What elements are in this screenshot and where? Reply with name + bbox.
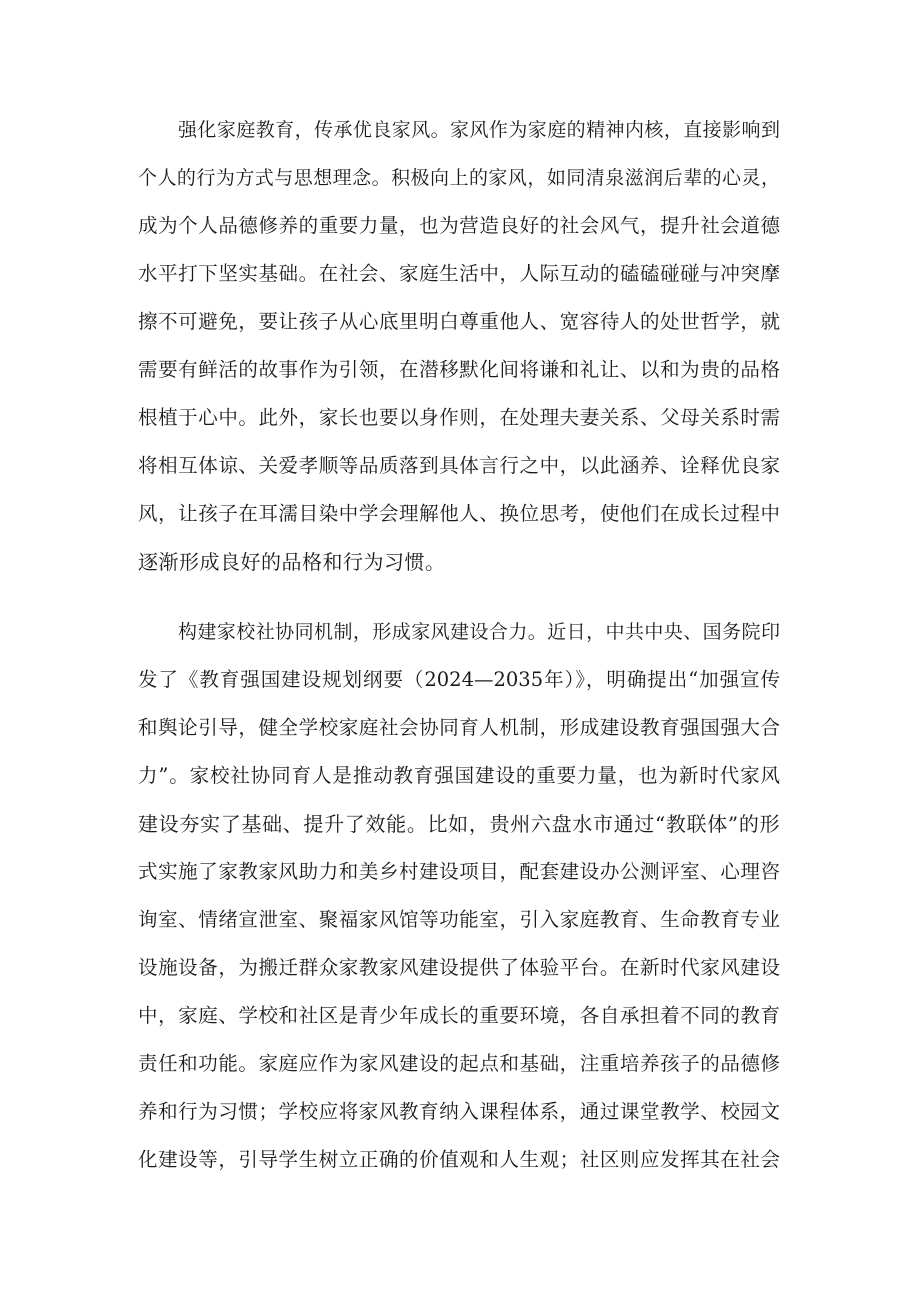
text-line: 力”。家校社协同育人是推动教育强国建设的重要力量，也为新时代家风 xyxy=(138,764,780,787)
text-line: 中，家庭、学校和社区是青少年成长的重要环境，各自承担着不同的教育 xyxy=(138,1004,780,1027)
text-line: 化建设等，引导学生树立正确的价值观和人生观；社区则应发挥其在社会 xyxy=(138,1148,780,1171)
text-line: 水平打下坚实基础。在社会、家庭生活中，人际互动的磕磕碰碰与冲突摩 xyxy=(138,262,780,285)
text-line: 需要有鲜活的故事作为引领，在潜移默化间将谦和礼让、以和为贵的品格 xyxy=(138,358,780,381)
text-line: 发了《教育强国建设规划纲要（2024—2035年）》，明确提出“加强宣传 xyxy=(138,668,780,691)
text-line: 建设夯实了基础、提升了效能。比如，贵州六盘水市通过“教联体”的形 xyxy=(138,812,780,836)
text-line: 强化家庭教育，传承优良家风。家风作为家庭的精神内核，直接影响到 xyxy=(178,119,780,141)
text-line: 成为个人品德修养的重要力量，也为营造良好的社会风气，提升社会道德 xyxy=(138,214,780,237)
text-line: 式实施了家教家风助力和美乡村建设项目，配套建设办公测评室、心理咨 xyxy=(138,860,780,883)
text-line: 擦不可避免，要让孩子从心底里明白尊重他人、宽容待人的处世哲学，就 xyxy=(138,310,780,333)
text-line: 逐渐形成良好的品格和行为习惯。 xyxy=(138,550,446,574)
text-line: 根植于心中。此外，家长也要以身作则，在处理夫妻关系、父母关系时需 xyxy=(138,406,780,429)
text-line: 将相互体谅、关爱孝顺等品质落到具体言行之中，以此涵养、诠释优良家 xyxy=(138,454,780,477)
text-line: 询室、情绪宣泄室、聚福家风馆等功能室，引入家庭教育、生命教育专业 xyxy=(138,908,780,931)
text-line: 构建家校社协同机制，形成家风建设合力。近日，中共中央、国务院印 xyxy=(178,621,780,643)
text-line: 责任和功能。家庭应作为家风建设的起点和基础，注重培养孩子的品德修 xyxy=(138,1052,780,1075)
text-line: 养和行为习惯；学校应将家风教育纳入课程体系，通过课堂教学、校园文 xyxy=(138,1100,780,1123)
text-line: 风，让孩子在耳濡目染中学会理解他人、换位思考，使他们在成长过程中 xyxy=(138,502,780,525)
text-line: 个人的行为方式与思想理念。积极向上的家风，如同清泉滋润后辈的心灵， xyxy=(138,167,780,189)
text-line: 和舆论引导，健全学校家庭社会协同育人机制，形成建设教育强国强大合 xyxy=(138,716,780,739)
text-line: 设施设备，为搬迁群众家教家风建设提供了体验平台。在新时代家风建设 xyxy=(138,956,780,979)
